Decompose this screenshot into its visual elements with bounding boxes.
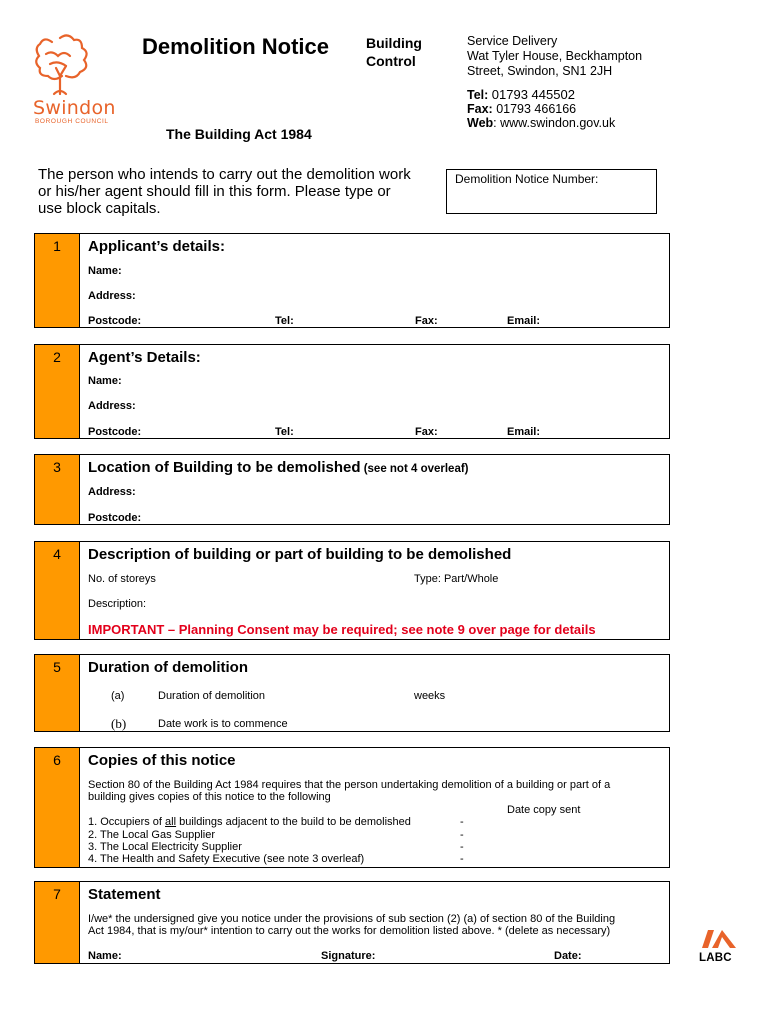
section-number: 5: [35, 655, 80, 731]
list-item: 2. The Local Gas Supplier: [88, 829, 215, 841]
intro-text: The person who intends to carry out the demolition work or his/her agent should fill in this form. Please type or use block capitals.: [38, 166, 411, 217]
date-sent-field[interactable]: -: [460, 853, 464, 865]
section-number: 1: [35, 234, 80, 327]
name-field[interactable]: Name:: [88, 375, 122, 387]
planning-warning: IMPORTANT – Planning Consent may be required; see note 9 over page for details: [88, 622, 596, 637]
email-field[interactable]: Email:: [507, 315, 541, 327]
section-title: Duration of demolition: [88, 659, 248, 676]
section-number: 4: [35, 542, 80, 639]
section-number: 2: [35, 345, 80, 438]
tel-field[interactable]: Tel:: [275, 426, 294, 438]
item-label-b: (b): [111, 716, 127, 731]
list-item: 4. The Health and Safety Executive (see note 3 overleaf): [88, 853, 365, 865]
section-applicant: [34, 233, 670, 328]
section-title: Agent’s Details:: [88, 349, 201, 366]
section-number: 7: [35, 882, 80, 963]
fax-field[interactable]: Fax:: [415, 426, 438, 438]
logo-subtitle: BOROUGH COUNCIL: [35, 118, 109, 125]
section-title: Applicant’s details:: [88, 238, 225, 255]
section-title: Statement: [88, 886, 161, 903]
date-sent-field[interactable]: -: [460, 829, 464, 841]
section-title: Description of building or part of building to be demolished: [88, 546, 512, 563]
website-link[interactable]: : www.swindon.gov.uk: [493, 116, 616, 130]
section-duration: [34, 654, 670, 732]
list-item: 1. Occupiers of all buildings adjacent to the build to be demolished: [88, 816, 411, 828]
section-statement: [34, 881, 670, 964]
date-field[interactable]: Date:: [554, 950, 582, 962]
commence-date-field[interactable]: Date work is to commence: [158, 718, 288, 730]
address-field[interactable]: Address:: [88, 486, 136, 498]
section-title: Copies of this notice: [88, 752, 236, 769]
section-number: 6: [35, 748, 80, 867]
name-field[interactable]: Name:: [88, 950, 122, 962]
labc-logo-text: LABC: [699, 952, 732, 964]
item-label-a: (a): [111, 690, 125, 702]
copies-paragraph-line2: building gives copies of this notice to the following: [88, 791, 331, 803]
storeys-field[interactable]: No. of storeys: [88, 573, 156, 585]
fax-field[interactable]: Fax:: [415, 315, 438, 327]
address-block: Service Delivery Wat Tyler House, Beckhampton Street, Swindon, SN1 2JH: [467, 34, 643, 78]
tel-field[interactable]: Tel:: [275, 315, 294, 327]
section-agent: [34, 344, 670, 439]
contact-block: Tel: 01793 445502 Fax: 01793 466166 Web: www.swindon.gov.uk: [467, 87, 616, 130]
statement-line2: Act 1984, that is my/our* intention to carry out the works for demolition listed above. * (delete as necessary): [88, 925, 611, 937]
postcode-field[interactable]: Postcode:: [88, 315, 142, 327]
page-title: Demolition Notice: [142, 34, 330, 59]
section-title: Location of Building to be demolished (see not 4 overleaf): [88, 459, 469, 476]
postcode-field[interactable]: Postcode:: [88, 512, 142, 524]
date-copy-sent-header: Date copy sent: [507, 804, 581, 816]
section-copies: [34, 747, 670, 868]
address-field[interactable]: Address:: [88, 400, 136, 412]
date-sent-field[interactable]: -: [460, 841, 464, 853]
description-field[interactable]: Description:: [88, 598, 147, 610]
notice-number-field[interactable]: Demolition Notice Number:: [446, 169, 657, 214]
statement-line1: I/we* the undersigned give you notice under the provisions of sub section (2) (a) of section 80 of the Building: [88, 913, 616, 925]
address-field[interactable]: Address:: [88, 290, 136, 302]
type-field[interactable]: Type: Part/Whole: [414, 573, 499, 585]
email-field[interactable]: Email:: [507, 426, 541, 438]
copies-paragraph-line1: Section 80 of the Building Act 1984 requires that the person undertaking demolition of a building or part of a: [88, 779, 611, 791]
section-location: [34, 454, 670, 525]
signature-field[interactable]: Signature:: [321, 950, 376, 962]
weeks-label: weeks: [414, 690, 446, 702]
section-number: 3: [35, 455, 80, 524]
duration-field[interactable]: Duration of demolition: [158, 690, 266, 702]
department: Building Control: [366, 35, 422, 69]
logo-name: Swindon: [33, 97, 116, 119]
section-description: [34, 541, 670, 640]
postcode-field[interactable]: Postcode:: [88, 426, 142, 438]
date-sent-field[interactable]: -: [460, 816, 464, 828]
name-field[interactable]: Name:: [88, 265, 122, 277]
act-title: The Building Act 1984: [166, 126, 312, 142]
list-item: 3. The Local Electricity Supplier: [88, 841, 242, 853]
